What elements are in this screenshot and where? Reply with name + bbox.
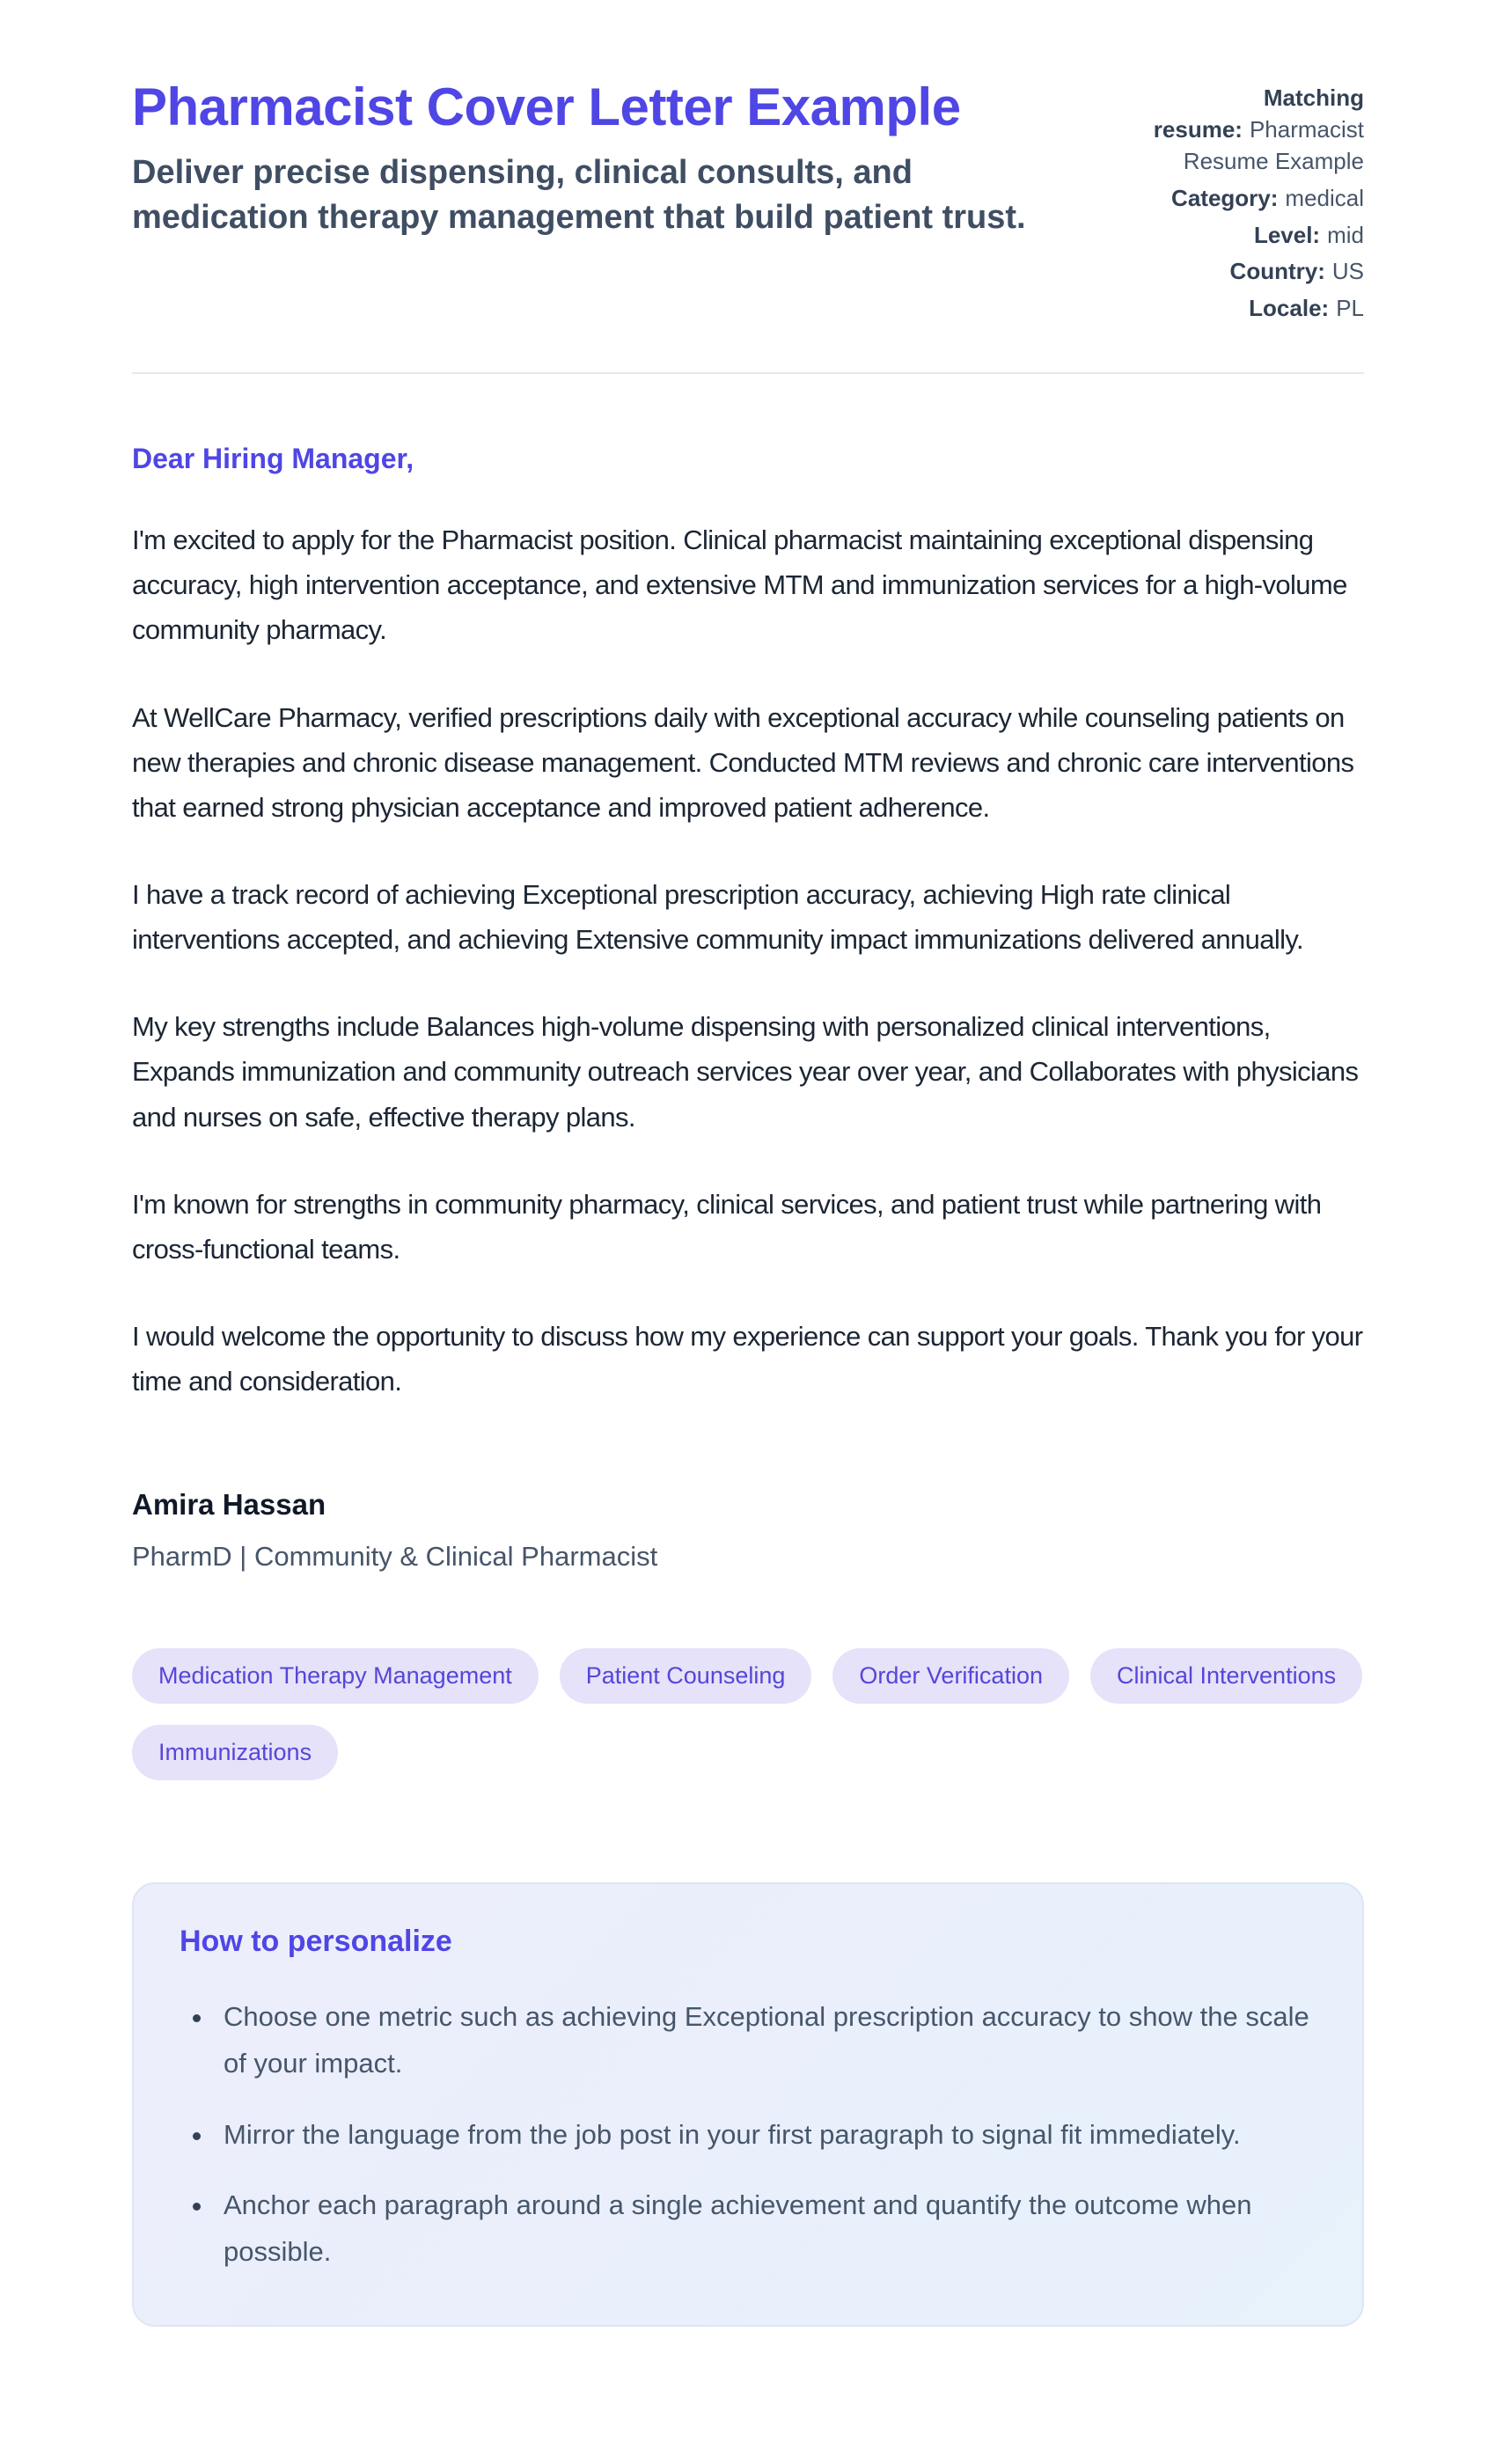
letter-paragraph: My key strengths include Balances high-volume dispensing with personalized clinical interventions, Expands immunization and community outreach services year over year, and Collaborates with physicians and nurses on safe, effective therapy plans. <box>132 1011 1359 1133</box>
header-title-block <box>132 77 1047 241</box>
cover-letter-body <box>132 443 1364 1573</box>
meta-country <box>1082 256 1364 288</box>
tips-title: How to personalize <box>180 1925 452 1959</box>
skill-tag: Clinical Interventions <box>1090 1648 1362 1704</box>
meta-value: Pharmacist Resume Example <box>1183 115 1364 174</box>
meta-label: Matching resume: <box>1153 84 1364 143</box>
signature-name: Amira Hassan <box>132 1488 326 1522</box>
meta-category <box>1082 183 1364 215</box>
letter-paragraph: I'm known for strengths in community pharmacy, clinical services, and patient trust while partnering with cross-functional teams. <box>132 1188 1322 1265</box>
meta-label: Locale: <box>1249 295 1330 322</box>
meta-label: Country: <box>1229 258 1325 285</box>
tips-list <box>180 1994 1316 2275</box>
tip-item: • Choose one metric such as achieving Exceptional prescription accuracy to show the scale of your impact. <box>215 1994 1316 2086</box>
how-to-personalize-card <box>132 1882 1364 2326</box>
meta-value: medical <box>1285 184 1364 211</box>
skill-tag-list <box>132 1648 1364 1780</box>
meta-level <box>1082 220 1364 252</box>
skill-tag: Medication Therapy Management <box>132 1648 539 1704</box>
header-divider <box>132 372 1364 374</box>
meta-matching-resume <box>1082 83 1364 178</box>
skill-tag: Patient Counseling <box>560 1648 812 1704</box>
page-header <box>132 77 1364 330</box>
letter-paragraph: I would welcome the opportunity to discuss how my experience can support your goals. Thank you for your time and consideration. <box>132 1320 1363 1397</box>
page-subtitle: Deliver precise dispensing, clinical consults, and medication therapy management that build patient trust. <box>132 154 1026 237</box>
letter-paragraph: At WellCare Pharmacy, verified prescriptions daily with exceptional accuracy while counseling patients on new therapies and chronic disease management. Conducted MTM reviews and chronic care interventions that earned strong physician acceptance and improved patient adherence. <box>132 701 1354 823</box>
meta-label: Category: <box>1171 184 1279 211</box>
cover-letter-page <box>132 0 1364 2327</box>
signature-block <box>132 1488 1364 1573</box>
skill-tag: Immunizations <box>132 1725 338 1780</box>
letter-paragraph: I'm excited to apply for the Pharmacist position. Clinical pharmacist maintaining exceptional dispensing accuracy, high intervention acceptance, and extensive MTM and immunization services for a high-volume community pharmacy. <box>132 524 1347 646</box>
meta-value: US <box>1331 258 1364 285</box>
meta-locale <box>1082 293 1364 325</box>
tip-item: • Anchor each paragraph around a single achievement and quantify the outcome when possible. <box>215 2182 1316 2275</box>
meta-value: mid <box>1327 221 1364 248</box>
skill-tag: Order Verification <box>832 1648 1069 1704</box>
meta-value: PL <box>1336 295 1364 322</box>
signature-role: PharmD | Community & Clinical Pharmacist <box>132 1541 658 1573</box>
letter-paragraph: I have a track record of achieving Exceptional prescription accuracy, achieving High rate clinical interventions accepted, and achieving Extensive community impact immunizations delivered annually. <box>132 878 1303 956</box>
resume-meta-panel <box>1082 77 1364 330</box>
tip-item: • Mirror the language from the job post in your first paragraph to signal fit immediately. <box>215 2112 1316 2159</box>
page-title: Pharmacist Cover Letter Example <box>132 77 961 136</box>
letter-greeting: Dear Hiring Manager, <box>132 443 414 475</box>
meta-label: Level: <box>1253 221 1321 248</box>
